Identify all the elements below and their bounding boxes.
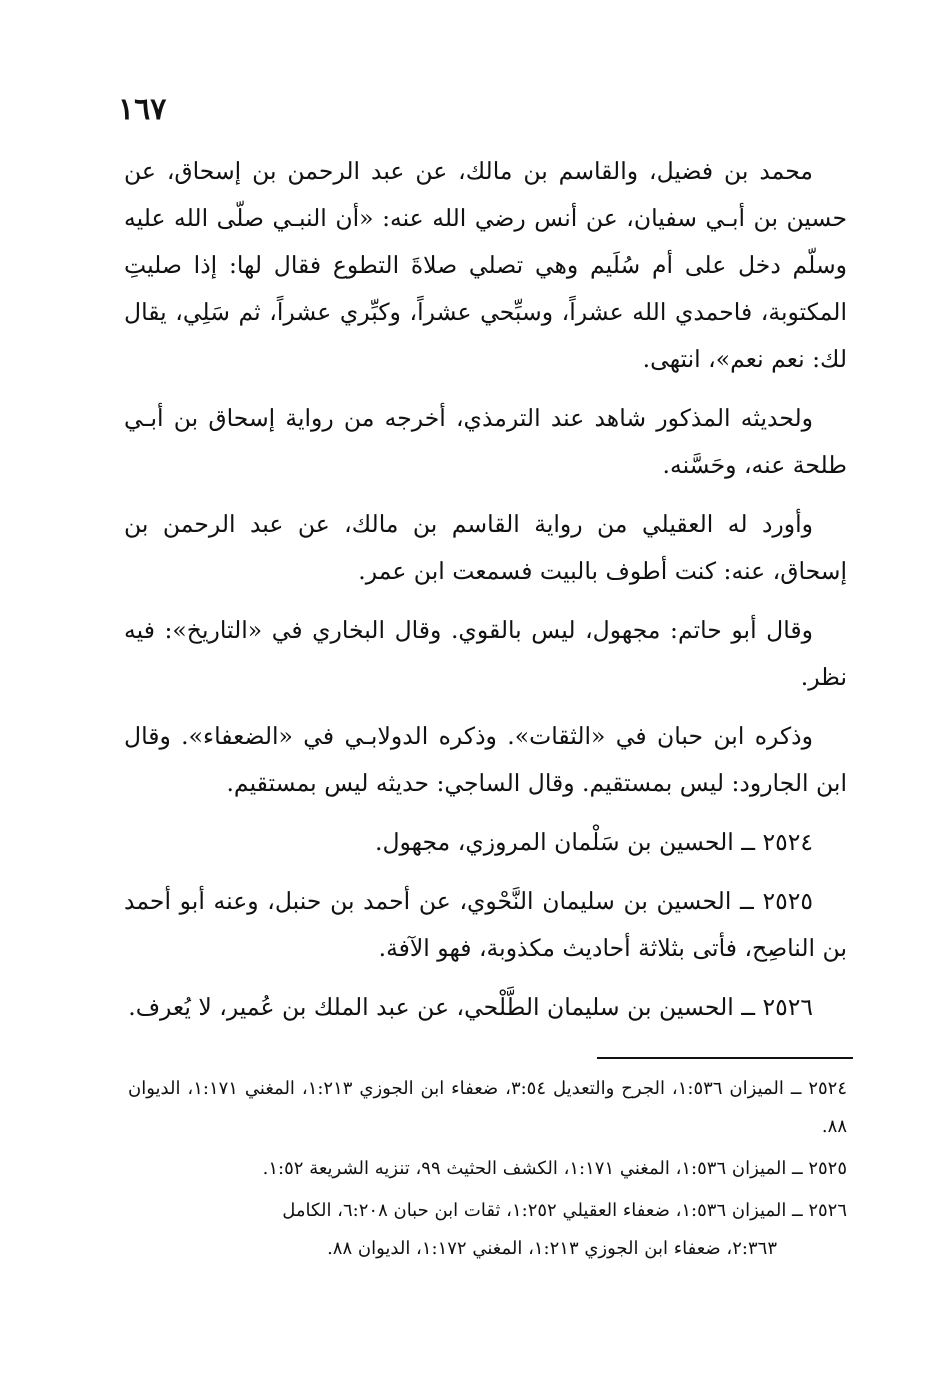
biography-entry-2526: ٢٥٢٦ ــ الحسين بن سليمان الطَّلْحي، عن عبد الملك بن عُمير، لا يُعرف. (128, 993, 813, 1021)
paragraph: وأورد له العقيلي من رواية القاسم بن مالك، عن عبد الرحمن بن إسحاق، عنه: كنت أطوف بالبيت فسمعت ابن عمر. (124, 510, 847, 585)
footnote-2525: ٢٥٢٥ ــ الميزان ١:٥٣٦، المغني ١:١٧١، الكشف الحثيث ٩٩، تنزيه الشريعة ١:٥٢. (262, 1158, 847, 1179)
main-text (124, 148, 847, 1043)
footnotes (128, 1070, 847, 1272)
footnote-2526-line2: ٢:٣٦٣، ضعفاء ابن الجوزي ١:٢١٣، المغني ١:١٧٢، الديوان ٨٨. (327, 1238, 777, 1259)
footnote-2526 (128, 1192, 847, 1268)
biography-entry-2524: ٢٥٢٤ ــ الحسين بن سَلْمان المروزي، مجهول. (375, 828, 813, 856)
paragraph: وقال أبو حاتم: مجهول، ليس بالقوي. وقال البخاري في «التاريخ»: فيه نظر. (124, 616, 847, 691)
page-number: ١٦٧ (118, 92, 167, 127)
paragraph: محمد بن فضيل، والقاسم بن مالك، عن عبد الرحمن بن إسحاق، عن حسين بن أبـي سفيان، عن أنس رضي الله عنه: «أن النبـي صلّى الله عليه وسلّم دخل على أم سُلَيم وهي تصلي صلاةَ التطوع فقال لها: إذا صليتِ المكتوبة، فاحمدي الله عشراً، وسبِّحي عشراً، وكبِّري عشراً، ثم سَلِي، يقال لك: نعم نعم»، انتهى. (124, 157, 847, 373)
paragraph: ولحديثه المذكور شاهد عند الترمذي، أخرجه من رواية إسحاق بن أبـي طلحة عنه، وحَسَّنه. (124, 404, 847, 479)
footnote-separator (597, 1057, 853, 1059)
paragraph: وذكره ابن حبان في «الثقات». وذكره الدولابـي في «الضعفاء». وقال ابن الجارود: ليس بمستقيم. وقال الساجي: حديثه ليس بمستقيم. (124, 722, 847, 797)
footnote-2524: ٢٥٢٤ ــ الميزان ١:٥٣٦، الجرح والتعديل ٣:٥٤، ضعفاء ابن الجوزي ١:٢١٣، المغني ١:١٧١، الديوان ٨٨. (128, 1078, 847, 1137)
footnote-2526-line1: ٢٥٢٦ ــ الميزان ١:٥٣٦، ضعفاء العقيلي ١:٢٥٢، ثقات ابن حبان ٦:٢٠٨، الكامل (282, 1200, 847, 1221)
biography-entry-2525: ٢٥٢٥ ــ الحسين بن سليمان النَّحْوي، عن أحمد بن حنبل، وعنه أبو أحمد بن الناصِح، فأتى بثلاثة أحاديث مكذوبة، فهو الآفة. (124, 887, 847, 962)
